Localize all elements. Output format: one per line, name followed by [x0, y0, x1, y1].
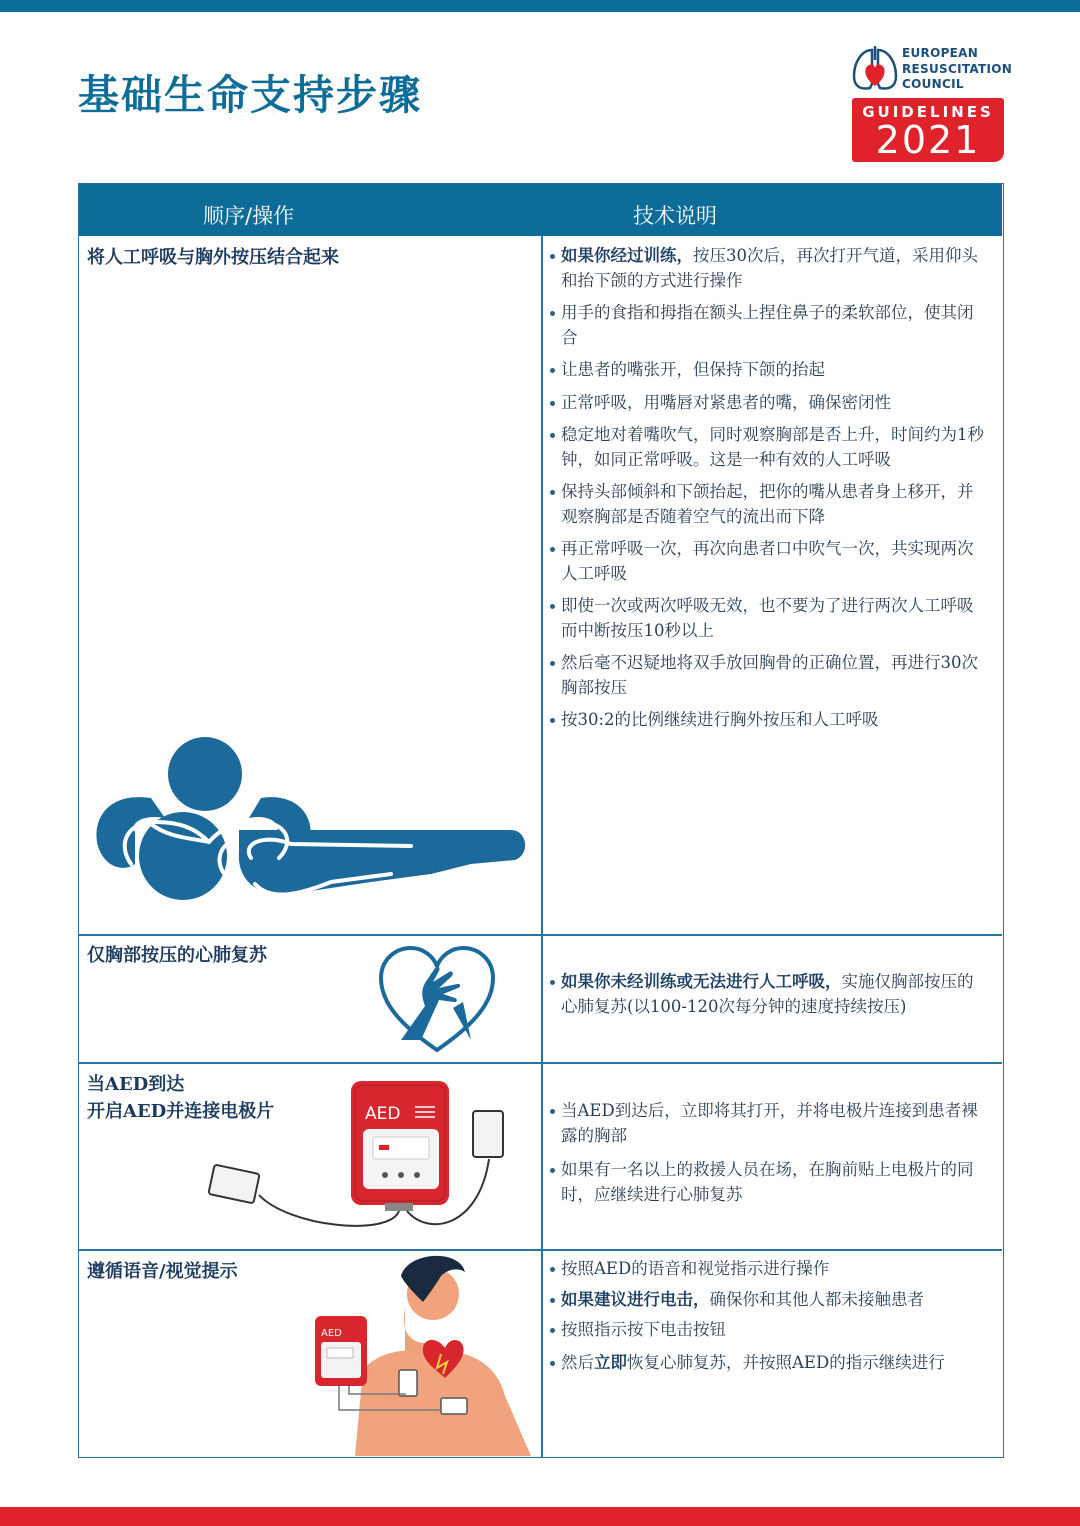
lungs-heart-icon: [850, 44, 900, 94]
row-title-line-2: 开启AED并连接电极片: [87, 1101, 275, 1122]
compression-only-bullets: [549, 970, 989, 1019]
list-item: [549, 1158, 989, 1207]
bullet-text: 当AED到达后，立即将其打开，并将电极片连接到患者裸露的胸部: [561, 1101, 978, 1145]
list-item: [549, 480, 989, 529]
bullet-bold: 如果你未经训练或无法进行人工呼吸，: [561, 972, 842, 991]
list-item: [549, 358, 989, 383]
row-divider: [79, 1062, 1002, 1064]
top-bar: [0, 0, 1080, 12]
list-item: [549, 708, 989, 733]
row-divider: [79, 1249, 1002, 1251]
header-description: 技术说明: [633, 204, 717, 228]
bullet-text: 确保你和其他人都未接触患者: [709, 1289, 924, 1309]
bullet-text: 用手的食指和拇指在额头上捏住鼻子的柔软部位，使其闭合: [561, 303, 974, 347]
list-item: [549, 1351, 989, 1376]
bullet-text: 按压30次后，再次打开气道，采用仰头和抬下颌的方式进行操作: [561, 246, 978, 290]
logo-year: 2021: [875, 118, 981, 162]
aed-small-label: AED: [321, 1328, 342, 1339]
list-item: [549, 537, 989, 586]
bullet-bold: 如果建议进行电击，: [561, 1289, 710, 1309]
logo-guidelines: GUIDELINES: [862, 103, 994, 121]
bullet-text: 然后毫不迟疑地将双手放回胸骨的正确位置，再进行30次胸部按压: [561, 653, 978, 697]
logo-line-1: EUROPEAN: [902, 46, 979, 60]
list-item: [549, 594, 989, 643]
list-item: [549, 1288, 989, 1313]
aed-label: AED: [365, 1104, 401, 1124]
row-divider: [79, 934, 1002, 936]
list-item: [549, 301, 989, 350]
list-item: [549, 423, 989, 472]
row-title-rescue-breaths: 将人工呼吸与胸外按压结合起来: [87, 247, 339, 268]
rescue-breathing-illustration: [91, 734, 531, 904]
list-item: [549, 391, 989, 416]
logo-badge: [852, 98, 1004, 162]
bullet-pre: 然后: [561, 1352, 594, 1372]
aed-arrives-bullets: [549, 1099, 989, 1207]
bullet-text: 按照指示按下电击按钮: [561, 1320, 726, 1339]
bullet-bold: 如果你经过训练，: [561, 246, 693, 265]
bullet-text: 让患者的嘴张开，但保持下颌的抬起: [561, 360, 825, 379]
column-divider: [541, 236, 543, 1457]
bullet-text: 稳定地对着嘴吹气，同时观察胸部是否上升，时间约为1秒钟，如同正常呼吸。这是一种有效的人工呼吸: [561, 425, 984, 469]
bullet-text: 如果有一名以上的救援人员在场，在胸前贴上电极片的同时，应继续进行心肺复苏: [561, 1160, 974, 1204]
bullet-text: 实施仅胸部按压的心肺复苏(以100-120次每分钟的速度持续按压): [561, 972, 974, 1016]
follow-prompts-bullets: [549, 1257, 989, 1375]
bullet-text: 恢复心肺复苏，并按照AED的指示继续进行: [627, 1352, 945, 1372]
list-item: [549, 244, 989, 293]
page-title: 基础生命支持步骤: [78, 71, 422, 119]
bullet-text: 正常呼吸，用嘴唇对紧患者的嘴，确保密闭性: [561, 392, 891, 412]
bullet-bold: 立即: [594, 1352, 627, 1372]
bullet-text: 保持头部倾斜和下颌抬起，把你的嘴从患者身上移开，并观察胸部是否随着空气的流出而下降: [561, 482, 974, 526]
aed-patient-illustration: [309, 1250, 534, 1456]
header-sequence: 顺序/操作: [203, 204, 295, 228]
row-title-follow-prompts: 遵循语音/视觉提示: [87, 1261, 238, 1282]
bullet-text: 即使一次或两次呼吸无效，也不要为了进行两次人工呼吸而中断按压10秒以上: [561, 596, 974, 640]
table-header: [79, 184, 1002, 236]
rescue-breaths-bullets: [549, 244, 989, 733]
logo-line-3: COUNCIL: [902, 77, 964, 91]
logo-line-2: RESUSCITATION: [902, 61, 1013, 76]
list-item: [549, 970, 989, 1019]
heart-hands-icon: [377, 944, 497, 1056]
bls-steps-table: [78, 183, 1004, 1458]
bottom-bar: [0, 1507, 1080, 1526]
logo-text: [902, 46, 1012, 93]
row-title-compression-only: 仅胸部按压的心肺复苏: [87, 945, 267, 966]
bullet-text: 按照AED的语音和视觉指示进行操作: [561, 1259, 830, 1278]
list-item: [549, 651, 989, 700]
erc-logo: [850, 44, 1013, 162]
list-item: [549, 1257, 989, 1282]
row-title-line-1: 当AED到达: [87, 1074, 185, 1095]
list-item: [549, 1318, 989, 1343]
aed-device-illustration: [189, 1077, 529, 1247]
bullet-text: 再正常呼吸一次，再次向患者口中吹气一次，共实现两次人工呼吸: [561, 539, 974, 583]
bullet-text: 按30:2的比例继续进行胸外按压和人工呼吸: [561, 710, 879, 729]
list-item: [549, 1099, 989, 1148]
